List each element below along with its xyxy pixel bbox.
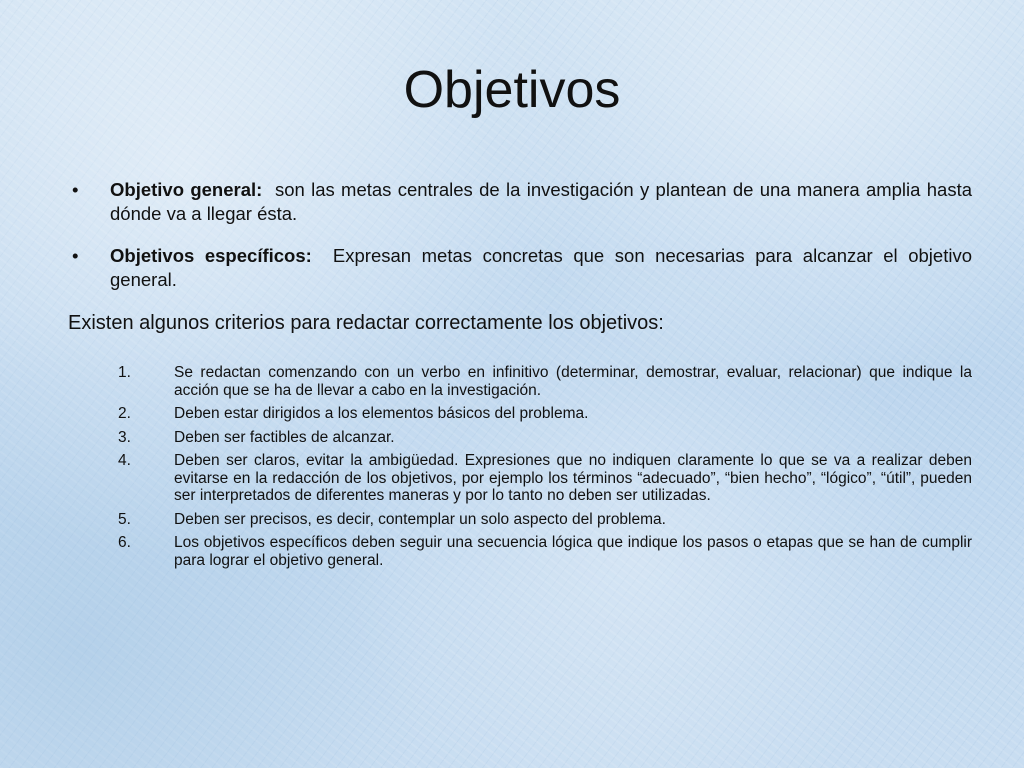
criteria-text: Deben estar dirigidos a los elementos básicos del problema.: [174, 405, 589, 422]
criteria-item: [68, 429, 972, 447]
criteria-text: Deben ser factibles de alcanzar.: [174, 428, 395, 446]
criteria-number: 6.: [118, 534, 131, 551]
criteria-text: Deben ser precisos, es decir, contemplar un solo aspecto del problema.: [174, 510, 666, 528]
bullet-term: Objetivo general:: [110, 179, 263, 200]
criteria-item: [68, 534, 972, 569]
criteria-number: 4.: [118, 452, 131, 469]
criteria-item: [68, 452, 972, 505]
bullet-objetivo-general: [68, 178, 972, 226]
criteria-text: Deben ser claros, evitar la ambigüedad. Expresiones que no indiquen claramente lo que se va a realizar deben evitarse en la redacción de los objetivos, por ejemplo los términos “adecuado”, “bien hecho”, “lógico”, “útil”, pueden ser interpretados de diferentes maneras y por lo tanto no deben ser utilizadas.: [174, 452, 972, 504]
criteria-number: 2.: [118, 405, 131, 422]
criteria-item: [68, 405, 972, 423]
definitions-list: [68, 178, 972, 292]
bullet-text: Expresan metas concretas que son necesarias para alcanzar el objetivo general.: [110, 245, 972, 290]
criteria-number: 1.: [118, 364, 131, 381]
criteria-item: [68, 511, 972, 529]
criteria-intro: Existen algunos criterios para redactar correctamente los objetivos:: [68, 312, 664, 334]
slide-title: Objetivos: [403, 61, 621, 119]
bullet-marker: •: [72, 245, 79, 266]
slide-content: [68, 178, 972, 575]
bullet-term: Objetivos específicos:: [110, 245, 312, 266]
bullet-text: son las metas centrales de la investigación y plantean de una manera amplia hasta dónde va a llegar ésta.: [110, 179, 973, 224]
bullet-objetivos-especificos: [68, 244, 972, 292]
criteria-text: Se redactan comenzando con un verbo en infinitivo (determinar, demostrar, evaluar, relacionar) que indique la acción que se ha de llevar a cabo en la investigación.: [174, 364, 972, 399]
criteria-number: 5.: [118, 510, 131, 528]
criteria-item: [68, 364, 972, 399]
criteria-number: 3.: [118, 428, 131, 446]
bullet-marker: •: [72, 179, 79, 200]
criteria-list: [68, 364, 972, 569]
criteria-text: Los objetivos específicos deben seguir una secuencia lógica que indique los pasos o etapas que se han de cumplir para lograr el objetivo general.: [174, 534, 972, 569]
